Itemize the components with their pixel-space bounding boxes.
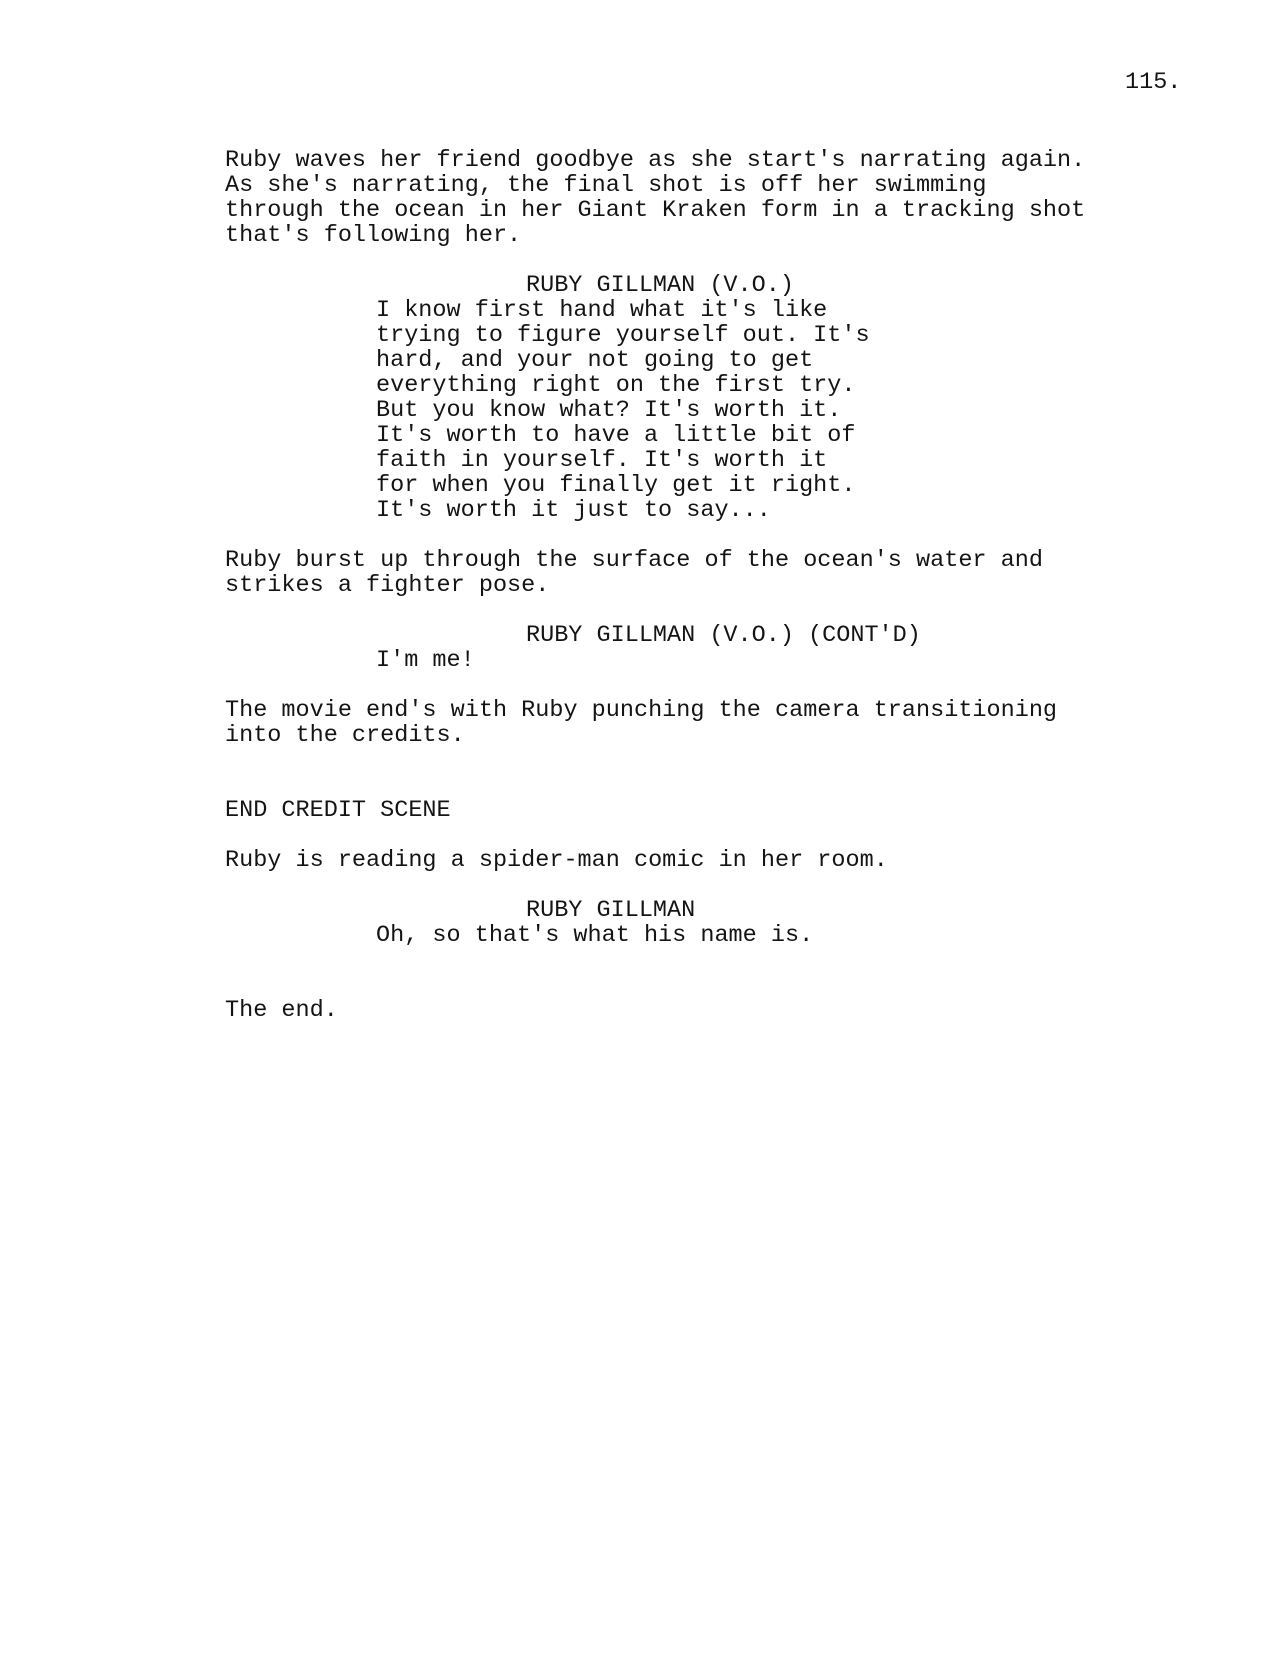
- action-paragraph: The movie end's with Ruby punching the camera transitioning into the credits.: [225, 697, 1058, 749]
- character-cue: RUBY GILLMAN (V.O.): [526, 272, 794, 299]
- dialogue: I know first hand what it's like trying to figure yourself out. It's hard, and your not going to get everything right on the first try. But you know what? It's worth it. It's worth to have a little bit of faith in yourself. It's worth it for when you finally get it right. It's worth it just to say...: [376, 297, 870, 524]
- action-paragraph: Ruby is reading a spider-man comic in her room.: [225, 847, 888, 874]
- character-cue: RUBY GILLMAN (V.O.) (CONT'D): [526, 622, 921, 649]
- page-number: 115.: [1125, 69, 1182, 96]
- character-cue: RUBY GILLMAN: [526, 897, 696, 924]
- dialogue: Oh, so that's what his name is.: [376, 922, 814, 949]
- dialogue: I'm me!: [376, 647, 475, 674]
- scene-heading: END CREDIT SCENE: [225, 797, 451, 824]
- action-paragraph: The end.: [225, 997, 338, 1024]
- action-paragraph: Ruby waves her friend goodbye as she start's narrating again. As she's narrating, the final shot is off her swimming through the ocean in her Giant Kraken form in a tracking shot that's following her.: [225, 147, 1086, 249]
- action-paragraph: Ruby burst up through the surface of the ocean's water and strikes a fighter pose.: [225, 547, 1043, 599]
